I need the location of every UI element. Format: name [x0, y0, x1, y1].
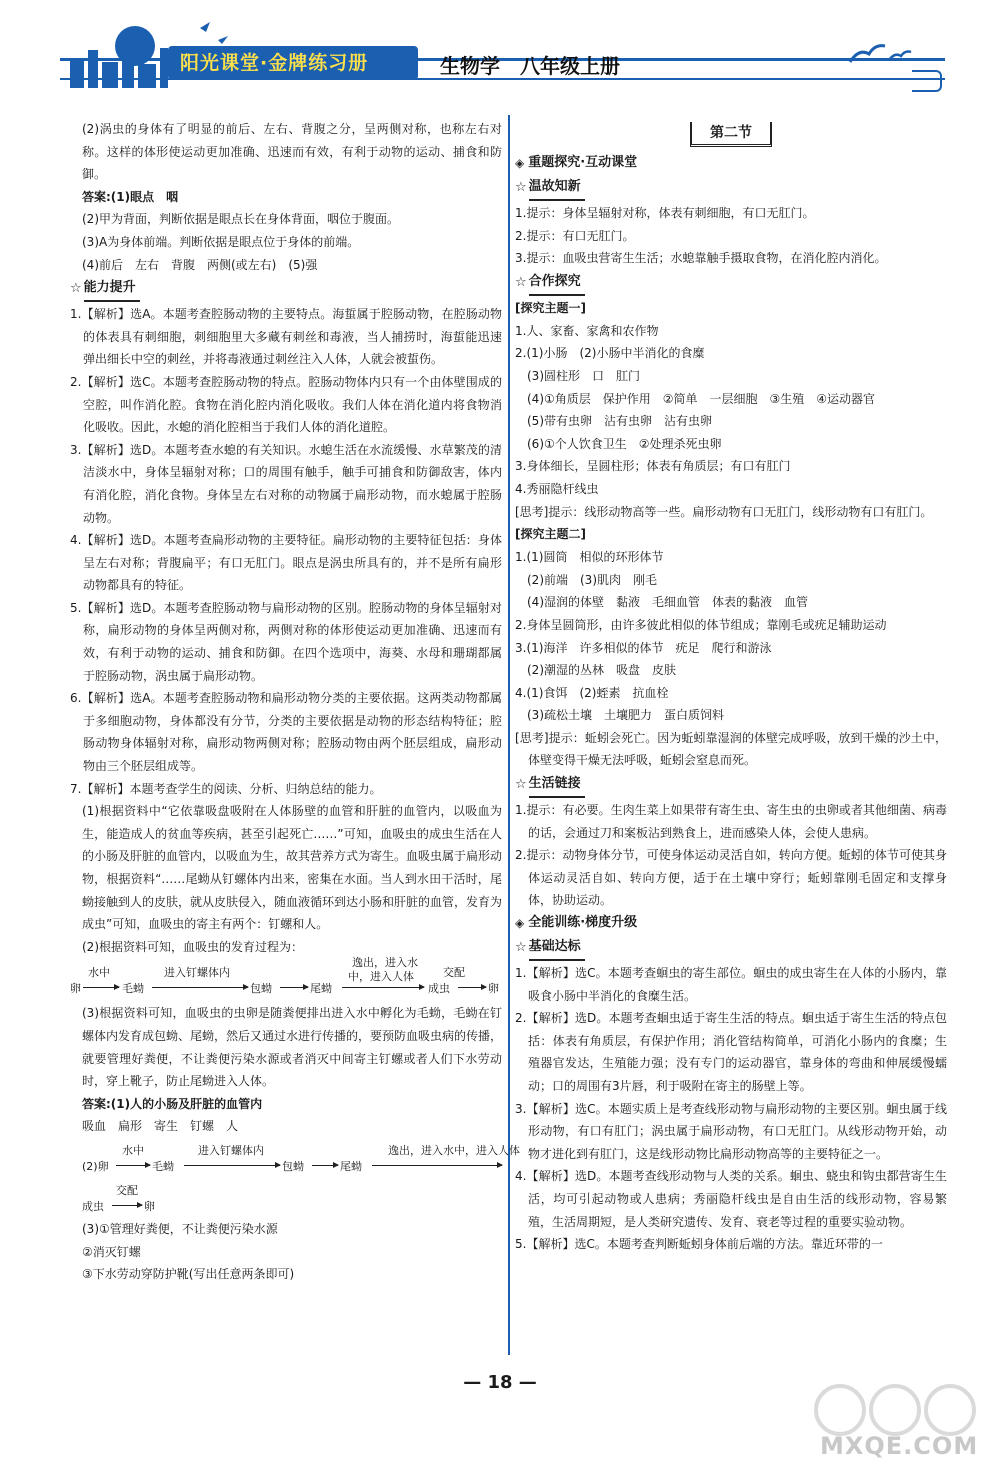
flow-egg: 卵	[144, 1199, 155, 1213]
answer-line: (3)A为身体前端。判断依据是眼点位于身体的前端。	[82, 234, 360, 249]
question-6: 6.【解析】选A。本题考查腔肠动物和扁形动物分类的主要依据。这两类动物都属于多细胞动物，身体都没有分节，分类的主要依据是动物的形态结构特征；腔肠动物身体辐射对称，扁形动物两侧对称；腔肠动物由两个胚层组成，扁形动物由三个胚层组成等。	[70, 691, 502, 774]
question-7: 7.【解析】本题考查学生的阅读、分析、归纳总结的能力。	[70, 781, 382, 796]
answer-line: 吸血 扁形 寄生 钉螺 人	[82, 1119, 239, 1134]
think-note: [思考]提示：线形动物高等一些。扁形动物有口无肛门，线形动物有口有肛门。	[515, 504, 933, 519]
flow-stage: 毛蚴	[122, 982, 144, 996]
answer-paragraph: (2)涡虫的身体有了明显的前后、左右、背腹之分，呈两侧对称，也称左右对称。这样的体形使运动更加准确、迅速而有效，有利于动物的运动、捕食和防御。	[82, 122, 502, 182]
flow-stage: 毛蚴	[152, 1159, 174, 1173]
flow-arrow	[342, 987, 424, 988]
flow-stage: 成虫	[82, 1199, 104, 1213]
star-icon: ☆	[515, 274, 527, 290]
flow-arrow	[312, 1165, 338, 1166]
star-icon: ☆	[70, 281, 82, 297]
topic-item: 1.人、家畜、家禽和农作物	[515, 323, 659, 338]
topic-item: 3.(1)海洋 许多相似的体节 疣足 爬行和游泳	[515, 640, 772, 655]
star-icon: ☆	[515, 180, 527, 196]
section-heading-nengli: ☆ 能力提升	[70, 278, 502, 301]
question-1: 1.【解析】选A。本题考查腔肠动物的主要特点。海蜇属于腔肠动物，在腔肠动物的体表具有刺细胞，刺细胞里大多藏有刺丝和毒液，当人捕捞时，海蜇能迅速弹出细长中空的刺丝，并将毒液通过刺丝注入人体，人就会被蜇伤。	[70, 307, 502, 367]
topic-item: (5)带有虫卵 沾有虫卵 沾有虫卵	[527, 414, 712, 429]
answer-line: 答案:(1)人的小肠及肝脏的血管内	[82, 1096, 263, 1111]
question-4: 4.【解析】选D。本题考查扁形动物的主要特征。扁形动物的主要特征包括：身体呈左右对称；背腹扁平；有口无肛门。眼点是涡虫所具有的，并不是所有扁形动物都具有的特征。	[70, 533, 502, 593]
flow-stage: 包蚴	[250, 982, 272, 996]
left-column	[70, 118, 520, 1286]
right-column	[515, 118, 947, 1256]
topic-item: (4)湿润的体壁 黏液 毛细血管 体表的黏液 血管	[527, 595, 809, 610]
answer-line: ②消灭钉螺	[82, 1244, 141, 1259]
flow-arrow	[372, 1165, 502, 1166]
review-item: 2.提示：有口无肛门。	[515, 228, 635, 243]
life-cycle-flow-3	[70, 1178, 502, 1218]
flow-egg: (2)卵	[82, 1159, 109, 1173]
flow-arrow	[83, 987, 119, 988]
header-end-cap	[912, 70, 942, 92]
topic-item: (2)潮湿的丛林 吸盘 皮肤	[527, 663, 676, 678]
think-note: [思考]提示：蚯蚓会死亡。因为蚯蚓靠湿润的体壁完成呼吸，放到干燥的沙土中，体壁变得干燥无法呼吸，蚯蚓会窒息而死。	[515, 730, 947, 768]
topic-item: (2)前端 (3)肌肉 刚毛	[527, 572, 657, 587]
flow-stage: 尾蚴	[310, 982, 332, 996]
column-divider	[508, 115, 510, 1355]
topic-heading-1: [探究主题一]	[515, 300, 586, 315]
watermark-text: MXQE.COM	[820, 1432, 979, 1460]
flow-stage: 尾蚴	[340, 1159, 362, 1173]
review-item: 1.提示：身体呈辐射对称，体表有刺细胞，有口无肛门。	[515, 206, 815, 220]
flow-stage: 包蚴	[282, 1159, 304, 1173]
section-heading-shenghuo: ☆ 生活链接	[515, 774, 947, 797]
question-2: 2.【解析】选C。本题考查腔肠动物的特点。腔肠动物体内只有一个由体壁围成的空腔，叫作消化腔。食物在消化腔内消化吸收。我们人体在消化道内将食物消化吸收。因此，水螅的消化腔相当于我们人体的消化道腔。	[70, 374, 502, 435]
section-heading-hezuo: ☆ 合作探究	[515, 272, 947, 295]
section-heading-wengu: ☆ 温故知新	[515, 177, 947, 200]
flow-egg: 卵	[70, 982, 81, 996]
topic-heading-2: [探究主题二]	[515, 527, 586, 542]
basic-question-1: 1.【解析】选C。本题考查蛔虫的寄生部位。蛔虫的成虫寄生在人体的小肠内，靠吸食小肠中半消化的食糜生活。	[515, 966, 947, 1003]
flow-label: 逸出，进入水中，进入人体	[388, 1143, 520, 1157]
star-icon: ☆	[515, 940, 527, 956]
flow-arrow	[184, 1165, 280, 1166]
answer-line: (3)①管理好粪便，不让粪便污染水源	[82, 1221, 278, 1236]
subject-title: 生物学 八年级上册	[440, 54, 620, 78]
topic-item: (6)①个人饮食卫生 ②处理杀死虫卵	[527, 436, 722, 451]
topic-item: 3.身体细长，呈圆柱形；体表有角质层；有口有肛门	[515, 459, 791, 474]
life-link-item: 2.提示：动物身体分节，可使身体运动灵活自如，转向方便。蚯蚓的体节可使其身体运动灵活自如、转向方便，适于在土壤中穿行；蚯蚓靠刚毛固定和支撑身体，协助运动。	[515, 848, 947, 908]
star-icon: ☆	[515, 777, 527, 793]
life-cycle-flow-2	[70, 1138, 520, 1178]
flow-label: 交配	[443, 966, 465, 980]
birds-icon	[845, 40, 915, 70]
question-7-part-2: (2)根据资料可知，血吸虫的发育过程为：	[82, 939, 303, 954]
basic-question-3: 3.【解析】选C。本题实质上是考查线形动物与扁形动物的主要区别。蛔虫属于线形动物，有口有肛门；涡虫属于扁形动物，有口无肛门。从线形动物开始，动物才进化到有肛门，这是线形动物比扁形动物高等的主要特征之一。	[515, 1101, 947, 1161]
topic-item: 2.身体呈圆筒形，由许多彼此相似的体节组成；靠刚毛或疣足辅助运动	[515, 617, 887, 632]
section-title: 第二节	[515, 118, 947, 152]
question-3: 3.【解析】选D。本题考查水螅的有关知识。水螅生活在水流缓慢、水草繁茂的清洁淡水中，身体呈辐射对称；口的周围有触手，触手可捕食和防御敌害，体内有消化腔，消化食物。身体呈左右对称的动物属于扁形动物，而水螅属于腔肠动物。	[70, 442, 502, 525]
flow-egg: 卵	[488, 982, 499, 996]
basic-question-5: 5.【解析】选C。本题考查判断蚯蚓身体前后端的方法。靠近环带的一	[515, 1237, 883, 1252]
answer-line: ③下水劳动穿防护靴(写出任意两条即可)	[82, 1267, 295, 1282]
life-link-item: 1.提示：有必要。生肉生菜上如果带有寄生虫、寄生虫的虫卵或者其他细菌、病毒的话，会通过刀和案板沾到熟食上，进而感染人体，会使人患病。	[515, 803, 947, 840]
topic-item: (4)①角质层 保护作用 ②简单 一层细胞 ③生殖 ④运动器官	[527, 391, 876, 406]
life-cycle-flow-1	[70, 958, 502, 1002]
flow-label: 中，进入人体	[348, 970, 414, 984]
flow-arrow	[152, 987, 248, 988]
basic-question-2: 2.【解析】选D。本题考查蛔虫适于寄生生活的特点。蛔虫适于寄生生活的特点包括：体表有角质层，有保护作用；消化管结构简单，可消化小肠内的食糜；生殖器官发达，生殖能力强；没有专门的运动器官，靠身体的弯曲和伸展缓慢蠕动；口的周围有3片唇，利于吸附在寄主的肠壁上等。	[515, 1011, 947, 1093]
flow-arrow	[458, 987, 486, 988]
band-heading-2: ◈ 全能训练·梯度升级	[515, 912, 947, 935]
flow-label: 水中	[88, 966, 110, 980]
flow-label: 进入钉螺体内	[164, 966, 230, 980]
topic-item: (3)疏松土壤 土壤肥力 蛋白质饲料	[527, 708, 724, 723]
section-heading-jichu: ☆ 基础达标	[515, 937, 947, 960]
basic-question-4: 4.【解析】选D。本题考查线形动物与人类的关系。蛔虫、蛲虫和钩虫都营寄生生活，均可引起动物或人患病；秀丽隐杆线虫是自由生活的线形动物，容易繁殖，生活周期短，是人类研究遗传、发育、衰老等过程的重要实验动物。	[515, 1169, 947, 1229]
answer-line: (4)前后 左右 背腹 两侧(或左右) (5)强	[82, 257, 318, 272]
topic-item: 2.(1)小肠 (2)小肠中半消化的食糜	[515, 346, 705, 361]
flow-arrow	[280, 987, 308, 988]
question-5: 5.【解析】选D。本题考查腔肠动物与扁形动物的区别。腔肠动物的身体呈辐射对称，扁形动物的身体呈两侧对称，两侧对称的体形使运动更加准确、迅速而有效，有利于动物的运动、捕食和防御。在四个选项中，海葵、水母和珊瑚都属于腔肠动物，涡虫属于扁形动物。	[70, 600, 502, 683]
flow-arrow	[116, 1165, 150, 1166]
flow-arrow	[112, 1205, 142, 1206]
topic-item: 4.(1)食饵 (2)蛭素 抗血栓	[515, 685, 669, 700]
flow-label: 水中	[122, 1143, 144, 1157]
flow-label: 逸出，进入水	[352, 956, 418, 970]
question-7-part-1: (1)根据资料中“它依靠吸盘吸附在人体肠壁的血管和肝脏的血管内，以吸血为生，能造成人的贫血等疾病，甚至引起死亡……”可知，血吸虫的成虫生活在人的小肠及肝脏的血管内，以吸血为生，故其营养方式为寄生。血吸虫属于扁形动物，根据资料“……尾蚴从钉螺体内出来，密集在水面。当人到水田干活时，尾蚴接触到人的皮肤，就从皮肤侵入，随血液循环到达小肠和肝脏的血管，发育为成虫”可知，血吸虫的寄主有两个：钉螺和人。	[82, 804, 503, 932]
brand-title: 阳光课堂·金牌练习册	[180, 52, 369, 74]
topic-item: 4.秀丽隐杆线虫	[515, 481, 599, 496]
diamond-icon: ◈	[515, 916, 525, 931]
review-item: 3.提示：血吸虫营寄生生活；水螅靠触手摄取食物，在消化腔内消化。	[515, 251, 887, 266]
flow-label: 进入钉螺体内	[198, 1143, 264, 1157]
band-heading-1: ◈ 重题探究·互动课堂	[515, 152, 947, 175]
topic-item: 1.(1)圆筒 相似的环形体节	[515, 550, 664, 565]
answer-line: (2)甲为背面，判断依据是眼点长在身体背面，咽位于腹面。	[82, 212, 400, 227]
flow-label: 交配	[116, 1183, 138, 1197]
answer-line: 答案:(1)眼点 咽	[82, 189, 179, 204]
question-7-part-3: (3)根据资料可知，血吸虫的虫卵是随粪便排出进入水中孵化为毛蚴，毛蚴在钉螺体内发育成包蚴、尾蚴，然后又通过水进行传播的，要预防血吸虫病的传播，就要管理好粪便，不让粪便污染水源或者消灭中间寄主钉螺或者人们下水劳动时，穿上靴子，防止尾蚴进入人体。	[82, 1006, 503, 1089]
diamond-icon: ◈	[515, 156, 525, 171]
topic-item: (3)圆柱形 口 肛门	[527, 368, 640, 383]
flow-stage: 成虫	[428, 982, 450, 996]
page-number: — 18 —	[463, 1372, 537, 1393]
